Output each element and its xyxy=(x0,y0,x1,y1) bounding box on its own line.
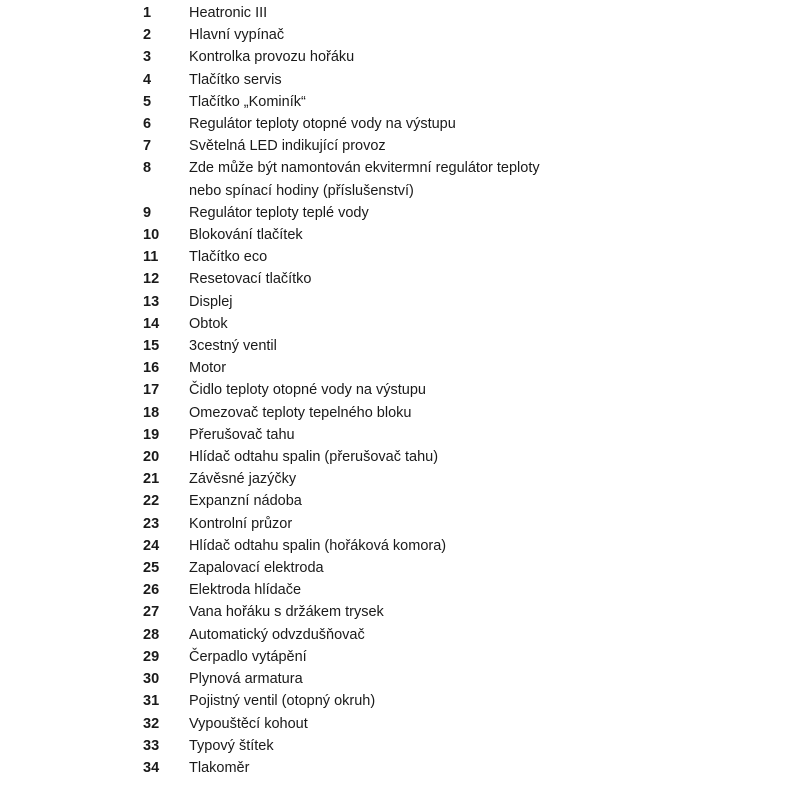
legend-item-label: Hlavní vypínač xyxy=(189,27,285,44)
legend-item-label: Vypouštěcí kohout xyxy=(189,715,308,732)
legend-item xyxy=(143,646,743,668)
legend-item-label: Tlačítko servis xyxy=(189,71,282,88)
legend-item xyxy=(143,490,743,512)
legend-item-label: Regulátor teploty otopné vody na výstupu xyxy=(189,116,456,133)
legend-item-number: 19 xyxy=(143,426,160,443)
legend-item xyxy=(143,402,743,424)
legend-item-label: Hlídač odtahu spalin (přerušovač tahu) xyxy=(189,449,439,466)
legend-item-label: Pojistný ventil (otopný okruh) xyxy=(189,693,376,710)
legend-item-number: 22 xyxy=(143,493,160,510)
legend-item xyxy=(143,202,743,224)
legend-item-number: 16 xyxy=(143,360,160,377)
legend-item-number: 3 xyxy=(143,49,152,66)
legend-item-number: 15 xyxy=(143,338,160,355)
legend-item-number: 18 xyxy=(143,404,160,421)
legend-item-label: Blokování tlačítek xyxy=(189,227,303,244)
legend-item-label: Zapalovací elektroda xyxy=(189,560,324,577)
legend-item xyxy=(143,291,743,313)
legend-item xyxy=(143,135,743,157)
legend-item-label: Přerušovač tahu xyxy=(189,426,295,443)
legend-item-number: 5 xyxy=(143,93,152,110)
legend-item-number: 10 xyxy=(143,227,160,244)
legend-item-label: Expanzní nádoba xyxy=(189,493,302,510)
legend-item-label: Elektroda hlídače xyxy=(189,582,302,599)
legend-item xyxy=(143,557,743,579)
legend-item xyxy=(143,535,743,557)
legend-item xyxy=(143,313,743,335)
legend-item-number: 21 xyxy=(143,471,160,488)
legend-item xyxy=(143,424,743,446)
legend-item xyxy=(143,668,743,690)
legend-item-number: 26 xyxy=(143,582,160,599)
legend-item-number: 11 xyxy=(143,249,159,266)
legend-item xyxy=(143,268,743,290)
legend-item-label: Displej xyxy=(189,293,233,310)
legend-item xyxy=(143,757,743,779)
legend-item xyxy=(143,69,743,91)
legend-item-number: 31 xyxy=(143,693,160,710)
legend-item xyxy=(143,2,743,24)
legend-item xyxy=(143,357,743,379)
legend-item-label: Automatický odvzdušňovač xyxy=(189,626,365,643)
legend-item xyxy=(143,157,743,201)
legend-item-number: 6 xyxy=(143,116,152,133)
legend-item-label: Omezovač teploty tepelného bloku xyxy=(189,404,412,421)
legend-item-number: 30 xyxy=(143,671,160,688)
legend-item-label: Světelná LED indikující provoz xyxy=(189,138,386,155)
legend-item-label: Plynová armatura xyxy=(189,671,303,688)
legend-item-number: 24 xyxy=(143,537,160,554)
legend-item xyxy=(143,690,743,712)
legend-item-label: Tlačítko „Kominík“ xyxy=(189,93,306,110)
legend-item xyxy=(143,379,743,401)
legend-item-label: Tlačítko eco xyxy=(189,249,268,266)
legend-item-number: 2 xyxy=(143,27,152,44)
legend-item-label: Závěsné jazýčky xyxy=(189,471,297,488)
legend-item-number: 33 xyxy=(143,737,160,754)
legend-item-label: Čidlo teploty otopné vody na výstupu xyxy=(189,382,426,399)
legend-item-number: 1 xyxy=(143,5,152,21)
legend-item-number: 28 xyxy=(143,626,160,643)
legend-item-number: 20 xyxy=(143,449,160,466)
legend-item-label: Motor xyxy=(189,360,227,377)
legend-item-number: 4 xyxy=(143,71,152,88)
legend-item xyxy=(143,446,743,468)
legend-item xyxy=(143,713,743,735)
legend-item-label: Hlídač odtahu spalin (hořáková komora) xyxy=(189,537,447,554)
legend-item-label: Čerpadlo vytápění xyxy=(189,648,307,665)
legend-item-label: Obtok xyxy=(189,315,228,332)
legend-item-number: 12 xyxy=(143,271,160,288)
legend-item xyxy=(143,113,743,135)
legend-item-number: 25 xyxy=(143,560,160,577)
legend-item xyxy=(143,468,743,490)
legend-item-label: Tlakoměr xyxy=(189,759,250,776)
legend-item xyxy=(143,601,743,623)
legend-item-number: 32 xyxy=(143,715,160,732)
legend-item-label: Vana hořáku s držákem trysek xyxy=(189,604,384,621)
legend-item-number: 8 xyxy=(143,160,152,177)
legend-item-number: 27 xyxy=(143,604,160,621)
legend-item-label: Zde může být namontován ekvitermní regulátor teploty nebo spínací hodiny (příslušenství) xyxy=(189,160,540,199)
legend-item-number: 17 xyxy=(143,382,160,399)
legend-item-label: Heatronic III xyxy=(189,5,268,21)
legend-item xyxy=(143,513,743,535)
legend-item xyxy=(143,91,743,113)
parts-legend-list xyxy=(143,2,743,779)
legend-item-label: Typový štítek xyxy=(189,737,274,754)
legend-item-number: 14 xyxy=(143,315,160,332)
legend-item-number: 34 xyxy=(143,759,160,776)
legend-item xyxy=(143,24,743,46)
legend-item-number: 7 xyxy=(143,138,152,155)
legend-item-number: 29 xyxy=(143,648,160,665)
legend-item-number: 9 xyxy=(143,204,152,221)
legend-item-label: 3cestný ventil xyxy=(189,338,277,355)
legend-item-number: 13 xyxy=(143,293,160,310)
legend-item xyxy=(143,335,743,357)
legend-item xyxy=(143,735,743,757)
legend-item-label: Regulátor teploty teplé vody xyxy=(189,204,369,221)
legend-item xyxy=(143,224,743,246)
legend-item-label: Kontrolka provozu hořáku xyxy=(189,49,355,66)
legend-item xyxy=(143,624,743,646)
legend-item xyxy=(143,579,743,601)
legend-item-number: 23 xyxy=(143,515,160,532)
legend-item-label: Resetovací tlačítko xyxy=(189,271,312,288)
legend-item-label: Kontrolní průzor xyxy=(189,515,293,532)
legend-item xyxy=(143,46,743,68)
legend-item xyxy=(143,246,743,268)
